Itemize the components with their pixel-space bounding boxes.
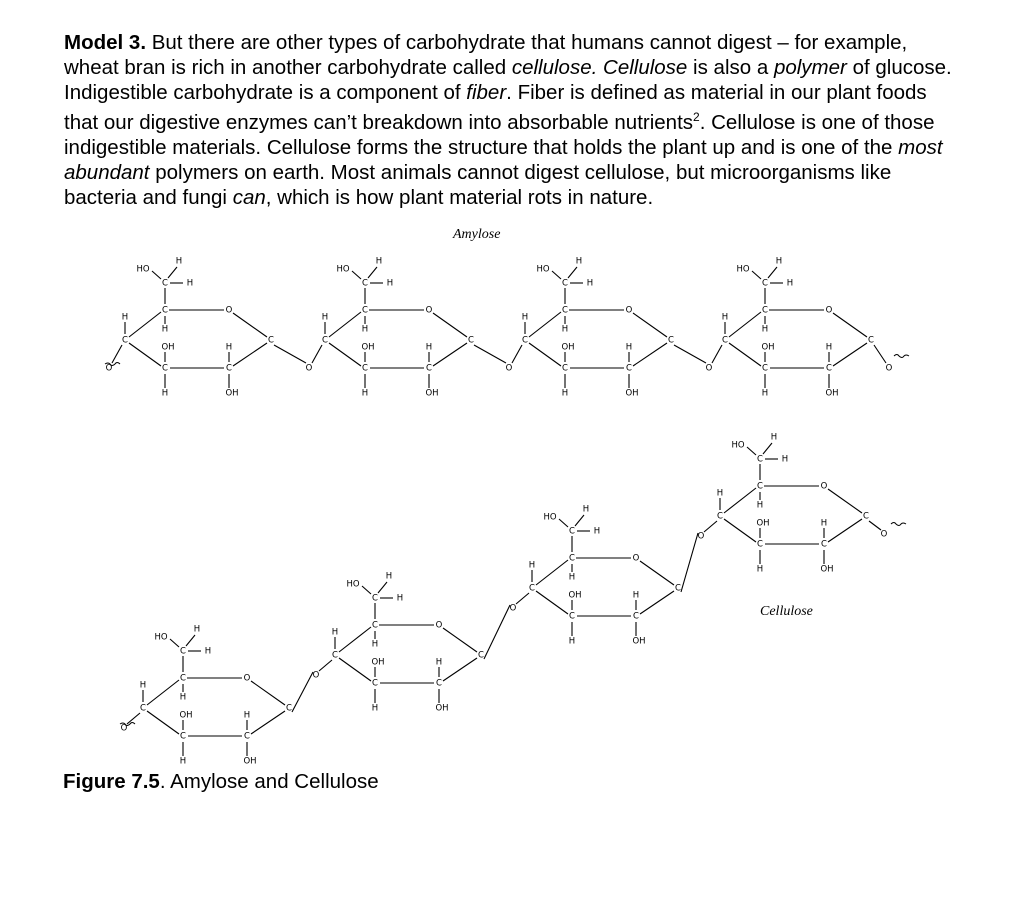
bond [763,443,772,454]
atom-label: OH [361,342,375,353]
atom-label: C [162,363,168,374]
atom-label: H [575,256,583,267]
atom-label: O [632,553,640,564]
bond [869,521,881,530]
bond [828,519,862,542]
atom-label: H [716,488,724,499]
atom-label: OH [179,710,193,721]
bond [443,628,477,652]
atom-label: HO [346,579,360,590]
atom-label: C [668,335,674,346]
atom-label: O [505,363,513,374]
cellulose-chain [120,433,906,767]
glucose-unit [122,257,274,399]
bond [274,345,306,363]
text-run: of glucose. Indigestible carbohydrate is a component of [64,56,952,104]
atom-label: H [139,680,147,691]
atom-label: OH [825,388,839,399]
bond [724,488,756,513]
atom-label: C [332,650,338,661]
atom-label: O [885,363,893,374]
atom-label: H [186,278,194,289]
atom-label: H [204,646,212,657]
bond [833,313,867,337]
bond [233,313,267,337]
bond [552,271,561,279]
atom-label: H [243,710,251,721]
atom-label: C [436,678,442,689]
atom-label: C [180,673,186,684]
bond [443,658,477,681]
atom-label: C [322,335,328,346]
wavy-bond [891,523,906,526]
bond [233,343,267,366]
bond [559,519,568,527]
bond [292,672,313,712]
atom-label: C [286,703,292,714]
atom-label: C [569,553,575,564]
atom-label: C [868,335,874,346]
atom-label: C [372,593,378,604]
term-most-abundant: most abundant [64,135,943,184]
atom-label: O [705,363,713,374]
atom-label: C [362,278,368,289]
atom-label: OH [632,636,646,647]
atom-label: C [529,583,535,594]
bond [312,345,322,363]
atom-label: H [121,312,129,323]
glucose-unit [140,625,292,767]
atom-label: H [721,312,729,323]
bond [529,312,561,337]
atom-label: O [312,670,320,681]
bond [536,591,568,614]
atom-label: C [757,481,763,492]
glucose-unit [322,257,474,399]
atom-label: C [762,305,768,316]
bond [704,521,717,532]
bond [251,681,285,705]
atom-label: OH [820,564,834,575]
atom-label: HO [543,512,557,523]
atom-label: H [775,256,783,267]
bond [484,605,510,659]
atom-label: H [521,312,529,323]
atom-label: O [425,305,433,316]
figure-title: . Amylose and Cellulose [159,770,379,793]
atom-label: C [522,335,528,346]
bond [319,660,332,671]
atom-label: HO [736,264,750,275]
atom-label: H [770,432,778,443]
bond [512,345,522,363]
atom-label: C [717,511,723,522]
atom-label: H [371,639,379,650]
atom-label: O [243,673,251,684]
bond [568,267,577,278]
bond [747,447,756,455]
bond [768,267,777,278]
bond [633,313,667,337]
atom-label: H [586,278,594,289]
atom-label: H [386,278,394,289]
bond [724,519,756,542]
atom-label: O [880,529,888,540]
atom-label: H [561,324,569,335]
bond [112,345,122,363]
bond [433,343,467,366]
atom-label: OH [625,388,639,399]
atom-label: H [175,256,183,267]
bond [833,343,867,366]
atom-label: HO [336,264,350,275]
bond [147,680,179,705]
bond [729,343,761,366]
atom-label: H [820,518,828,529]
glucose-unit [529,505,681,647]
atom-label: HO [536,264,550,275]
bond [378,582,387,593]
atom-label: C [722,335,728,346]
atom-label: H [361,324,369,335]
bond [712,345,722,363]
atom-label: H [625,342,633,353]
bond [129,312,161,337]
atom-label: H [528,560,536,571]
atom-label: H [331,627,339,638]
atom-label: O [820,481,828,492]
atom-label: H [321,312,329,323]
atom-label: O [435,620,443,631]
atom-label: C [122,335,128,346]
term-polymer: polymer [773,56,847,79]
figure-number: Figure 7.5 [63,770,160,793]
atom-label: C [821,539,827,550]
atom-label: C [633,611,639,622]
atom-label: H [593,526,601,537]
atom-label: H [193,624,201,635]
atom-label: C [140,703,146,714]
text-run: . Fiber is defined as material in our plant foods that our digestive enzymes can’t breakdown into absorbable nutrients [64,81,927,134]
atom-label: C [180,646,186,657]
bond [640,591,674,614]
atom-label: C [478,650,484,661]
atom-label: C [244,731,250,742]
atom-label: OH [568,590,582,601]
text-run: . Cellulose is one of those indigestible materials. Cellulose forms the structure that holds the plant up and is one of the [64,110,935,159]
atom-label: H [632,590,640,601]
term-fiber: fiber [466,81,507,104]
bond [168,267,177,278]
atom-label: H [161,388,169,399]
atom-label: OH [761,342,775,353]
atom-label: H [161,324,169,335]
bond [575,515,584,526]
atom-label: C [268,335,274,346]
atom-label: C [826,363,832,374]
bond [828,489,862,513]
atom-label: O [509,603,517,614]
atom-label: C [863,511,869,522]
atom-label: H [179,756,187,767]
atom-label: O [825,305,833,316]
bond [516,593,529,604]
bond [170,639,179,647]
bond [674,345,706,363]
bond [251,711,285,734]
bond [129,343,161,366]
bond [640,561,674,585]
atom-label: H [568,636,576,647]
atom-label: HO [731,440,745,451]
atom-label: C [162,305,168,316]
amylose-label: Amylose [453,227,501,242]
atom-label: C [569,526,575,537]
bond [186,635,195,646]
atom-label: HO [154,632,168,643]
atom-label: H [361,388,369,399]
atom-label: H [781,454,789,465]
atom-label: H [385,571,393,582]
cellulose-label: Cellulose [760,604,813,619]
atom-label: OH [561,342,575,353]
atom-label: O [105,363,113,374]
bond [874,345,886,363]
atom-label: HO [136,264,150,275]
atom-label: C [762,278,768,289]
atom-label: C [362,363,368,374]
term-cellulose: Cellulose [603,56,688,79]
atom-label: C [675,583,681,594]
atom-label: OH [225,388,239,399]
atom-label: H [435,657,443,668]
bond [536,560,568,585]
atom-label: C [372,620,378,631]
glucose-unit [522,257,674,399]
atom-label: O [120,723,128,734]
atom-label: H [371,703,379,714]
atom-label: H [582,504,590,515]
glucose-unit [722,257,874,399]
atom-label: C [468,335,474,346]
atom-label: H [761,388,769,399]
wavy-bond [894,355,909,358]
atom-label: O [697,531,705,542]
atom-label: C [762,363,768,374]
atom-label: C [362,305,368,316]
atom-label: H [756,564,764,575]
text-run: is also a [687,56,774,79]
text-run: polymers on earth. Most animals cannot digest cellulose, but microorganisms like bacteria and fungi [64,160,892,209]
atom-label: C [562,363,568,374]
bond [633,343,667,366]
bond [681,533,698,592]
atom-label: H [561,388,569,399]
atom-label: H [179,692,187,703]
bond [433,313,467,337]
atom-label: H [375,256,383,267]
bond [147,711,179,734]
atom-label: OH [756,518,770,529]
bond [352,271,361,279]
bond [152,271,161,279]
atom-label: C [226,363,232,374]
term-can: can [232,185,266,209]
footnote-ref: 2 [693,110,700,124]
figure-caption [63,770,379,794]
atom-label: C [569,611,575,622]
atom-label: C [562,278,568,289]
atom-label: C [626,363,632,374]
atom-label: O [305,363,313,374]
bond [529,343,561,366]
atom-label: H [756,500,764,511]
bond [329,343,361,366]
atom-label: OH [371,657,385,668]
atom-label: OH [435,703,449,714]
atom-label: H [425,342,433,353]
atom-label: O [625,305,633,316]
atom-label: H [225,342,233,353]
glucose-unit [332,572,484,714]
atom-label: OH [161,342,175,353]
bond [339,627,371,652]
atom-label: OH [243,756,257,767]
atom-label: C [180,731,186,742]
atom-label: OH [425,388,439,399]
atom-label: O [225,305,233,316]
atom-label: H [396,593,404,604]
glucose-unit [717,433,869,575]
atom-label: H [568,572,576,583]
bond [729,312,761,337]
atom-label: C [562,305,568,316]
atom-label: C [162,278,168,289]
atom-label: C [372,678,378,689]
text-run: , which is how plant material rots in nature. [265,185,654,209]
atom-label: H [825,342,833,353]
bond [752,271,761,279]
bond [329,312,361,337]
model-lead: Model 3. [64,31,147,54]
atom-label: H [761,324,769,335]
text-run: But there are other types of carbohydrate that humans cannot digest – for example, wheat bran is rich in another carbohydrate called [64,31,908,79]
atom-label: C [757,539,763,550]
bond [474,345,506,363]
atom-label: C [757,454,763,465]
term-cellulose: cellulose. [511,56,598,79]
bond [368,267,377,278]
bond [339,658,371,681]
amylose-chain [105,257,909,399]
atom-label: C [426,363,432,374]
bond [362,586,371,594]
atom-label: H [786,278,794,289]
